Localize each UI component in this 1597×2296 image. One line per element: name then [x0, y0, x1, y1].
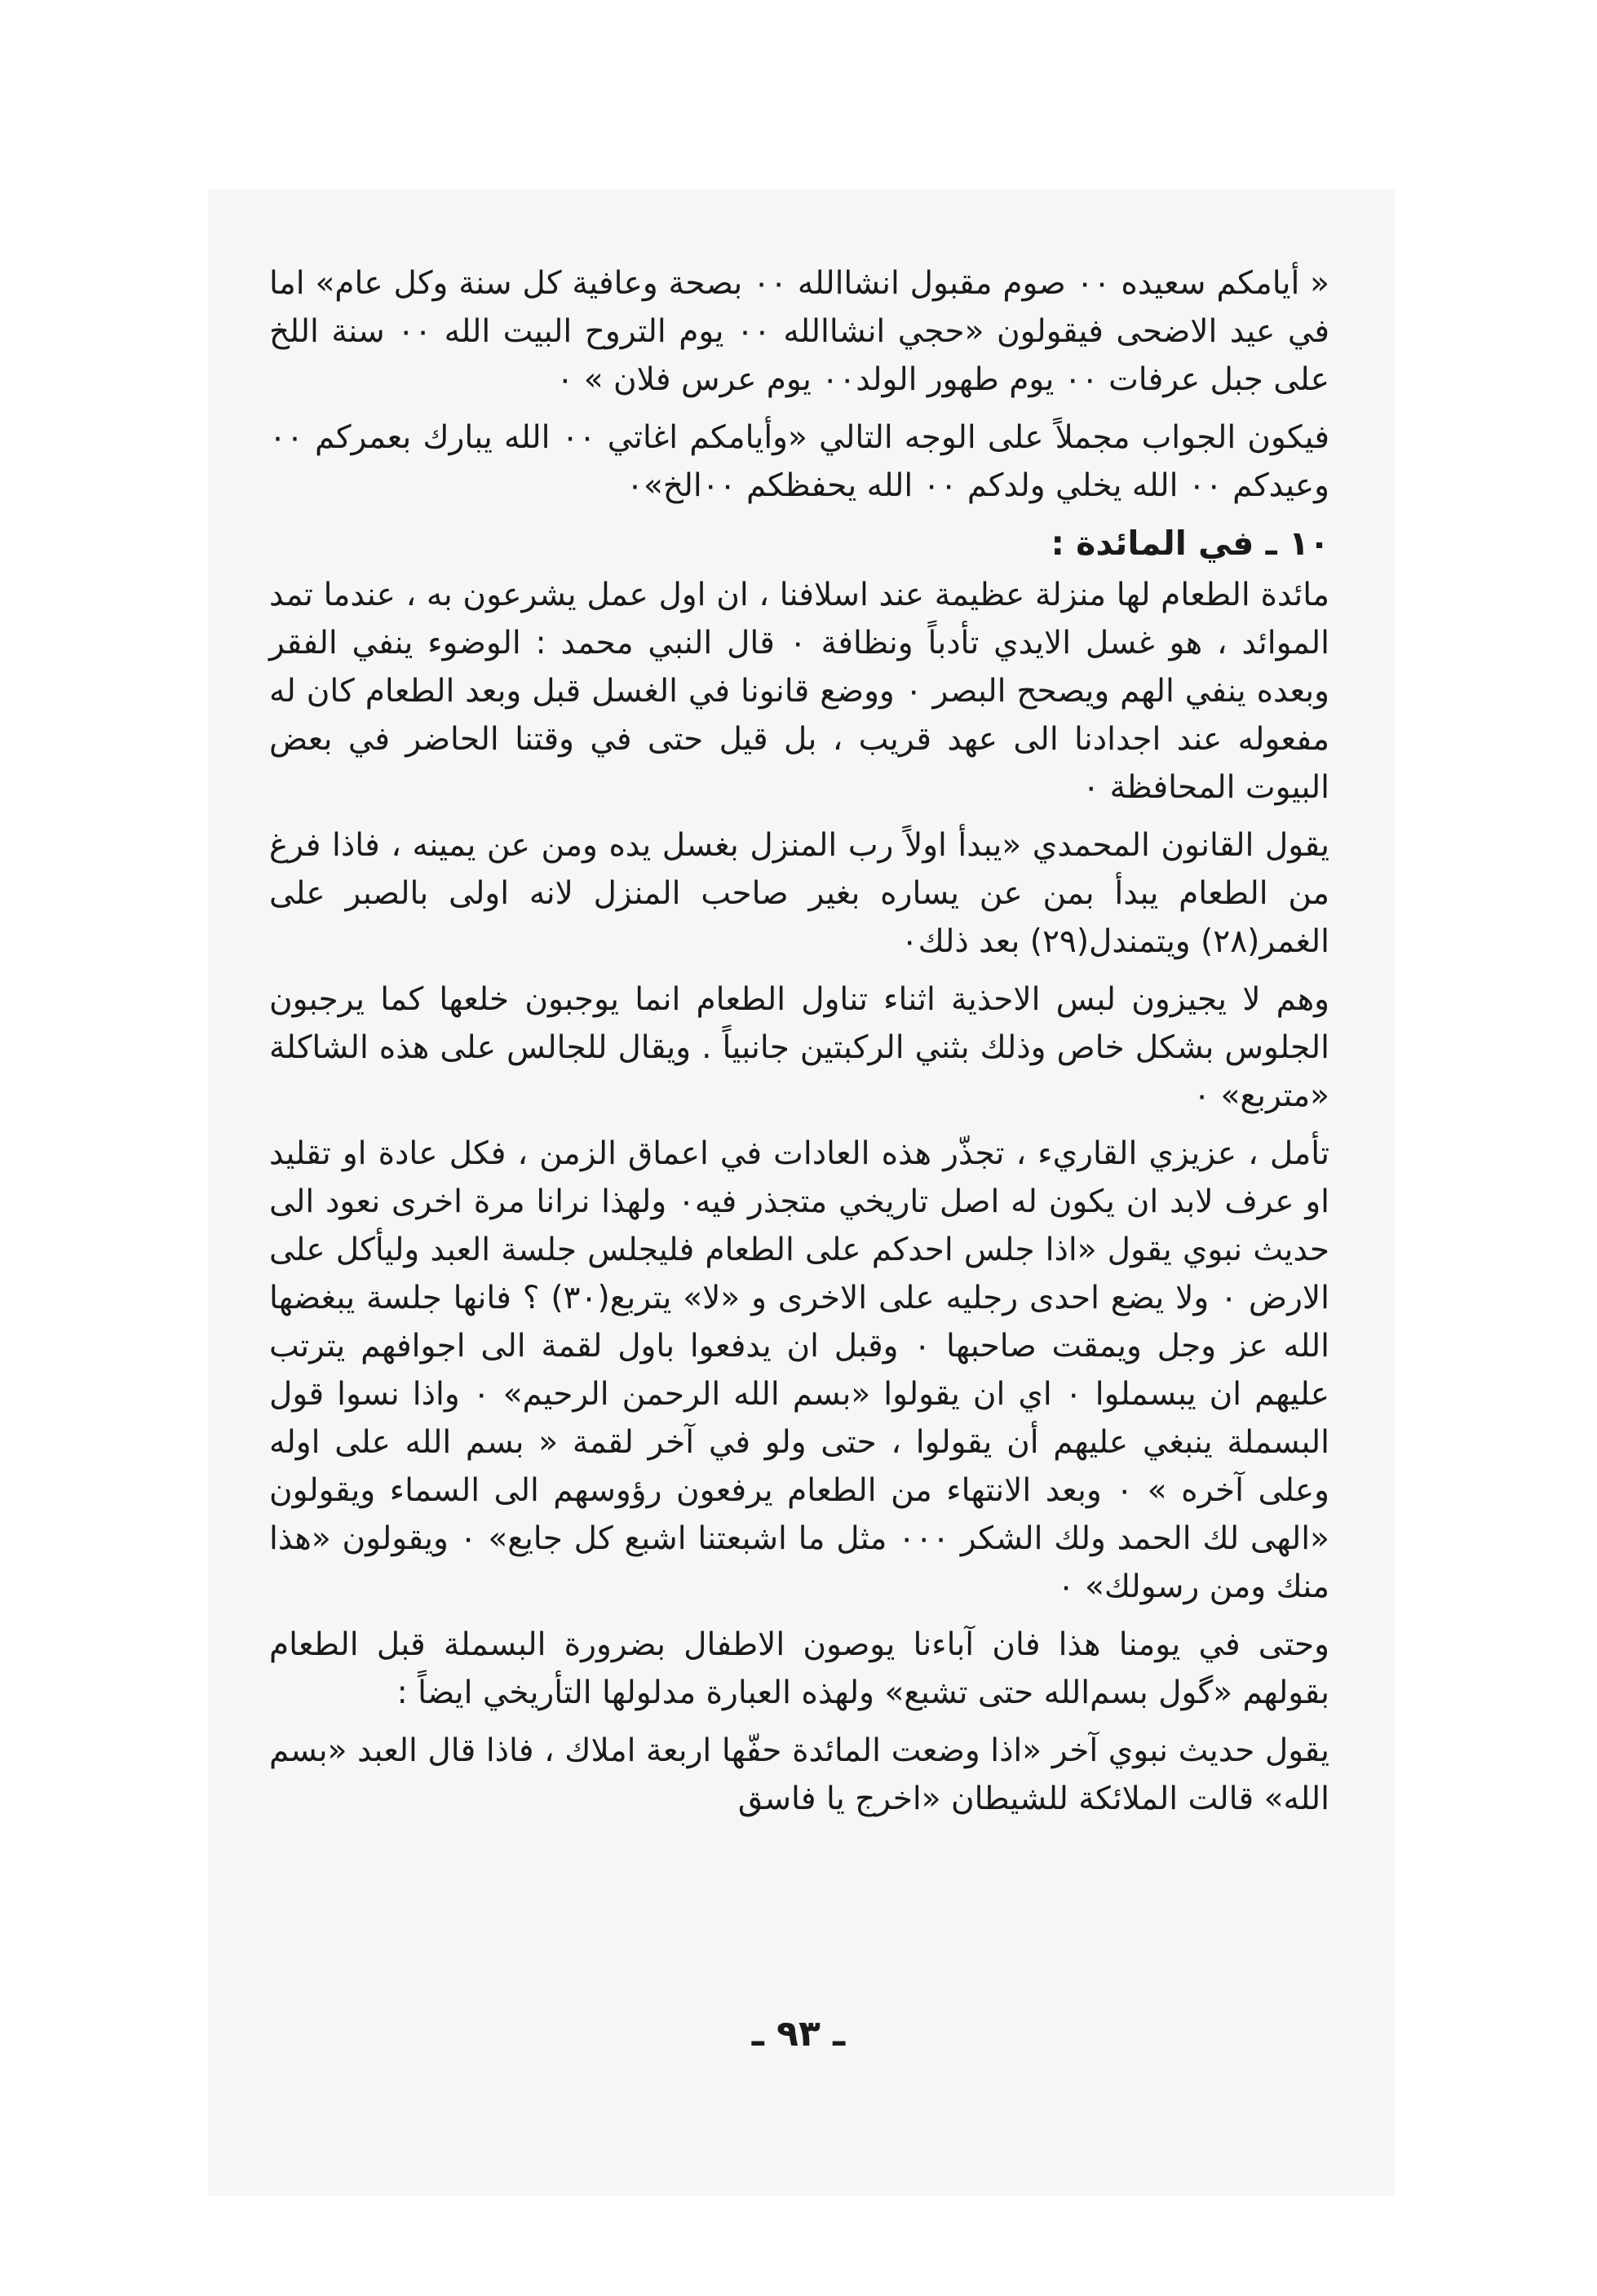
- paragraph-shoes: وهم لا يجيزون لبس الاحذية اثناء تناول الطعام انما يوجبون خلعها كما يرجبون الجلوس بشكل خاص وذلك بثني الركبتين جانبياً . ويقال للجالس على هذه الشاكلة «متربع» ٠: [269, 981, 1329, 1114]
- paragraph-hadith: يقول حديث نبوي آخر «اذا وضعت المائدة حفّها اربعة املاك ، فاذا قال العبد «بسم الله» قالت الملائكة للشيطان «اخرج يا فاسق: [269, 1732, 1329, 1817]
- paragraph-basmala: وحتى في يومنا هذا فان آباءنا يوصون الاطفال بضرورة البسملة قبل الطعام بقولهم «گول بسم‌الله حتى تشبع» ولهذه العبارة مدلولها التأريخي ايضاً :: [269, 1626, 1329, 1711]
- paragraph-washing-law: يقول القانون المحمدي «يبدأ اولاً رب المنزل بغسل يده ومن عن يمينه ، فاذا فرغ من الطعام يبدأ بمن عن يساره بغير صاحب المنزل لانه اولى بالصبر على الغمر(٢٨) ويتمندل(٢٩) بعد ذلك٠: [269, 827, 1329, 960]
- paragraph-greetings: « أيامكم سعيده ٠٠ صوم مقبول انشاالله ٠٠ بصحة وعافية كل سنة وكل عام» اما في عيد الاضحى فيقولون «حجي انشاالله ٠٠ يوم التروح البيت الله ٠٠ سنة اللخ على جبل عرفات ٠٠ يوم طهور الولد٠٠ يوم عرس فلان » ٠: [269, 265, 1329, 398]
- paragraph-table-intro: مائدة الطعام لها منزلة عظيمة عند اسلافنا ، ان اول عمل يشرعون به ، عندما تمد الموائد ، هو غسل الايدي تأدباً ونظافة ٠ قال النبي محمد : الوضوء ينفي الفقر وبعده ينفي الهم ويصحح البصر ٠ ووضع قانونا في الغسل قبل وبعد الطعام كان له مفعوله عند اجدادنا الى عهد قريب ، بل قيل حتى في وقتنا الحاضر في بعض البيوت المحافظة ٠: [269, 577, 1329, 806]
- paragraph-customs: تأمل ، عزيزي القاريء ، تجذّر هذه العادات في اعماق الزمن ، فكل عادة او تقليد او عرف لابد ان يكون له اصل تاريخي متجذر فيه٠ ولهذا نرانا مرة اخرى نعود الى حديث نبوي يقول «اذا جلس احدكم على الطعام فليجلس جلسة العبد وليأكل على الارض ٠ ولا يضع احدى رجليه على الاخرى و «لا» يتربع(٣٠) ؟ فانها جلسة يبغضها الله عز وجل ويمقت صاحبها ٠ وقبل ان يدفعوا باول لقمة الى اجوافهم يترتب عليهم ان يبسملوا ٠ اي ان يقولوا «بسم الله الرحمن الرحيم» ٠ واذا نسوا قول البسملة ينبغي عليهم أن يقولوا ، حتى ولو في آخر لقمة « بسم الله على اوله وعلى آخره » ٠ وبعد الانتهاء من الطعام يرفعون رؤوسهم الى السماء ويقولون «الهى لك الحمد ولك الشكر ٠٠٠ مثل ما اشبعتنا اشبع كل جايع» ٠ ويقولون «هذا منك ومن رسولك» ٠: [269, 1135, 1330, 1605]
- paragraph-reply: فيكون الجواب مجملاً على الوجه التالي «وأيامكم اغاتي ٠٠ الله يبارك بعمركم ٠٠ وعيدكم ٠٠ الله يخلي ولدكم ٠٠ الله يحفظكم ٠٠الخ»٠: [269, 419, 1330, 504]
- section-heading: ١٠ ـ في المائدة :: [1051, 524, 1329, 563]
- document-body: [269, 259, 1329, 1833]
- page-number: ـ ٩٣ ـ: [751, 2013, 846, 2055]
